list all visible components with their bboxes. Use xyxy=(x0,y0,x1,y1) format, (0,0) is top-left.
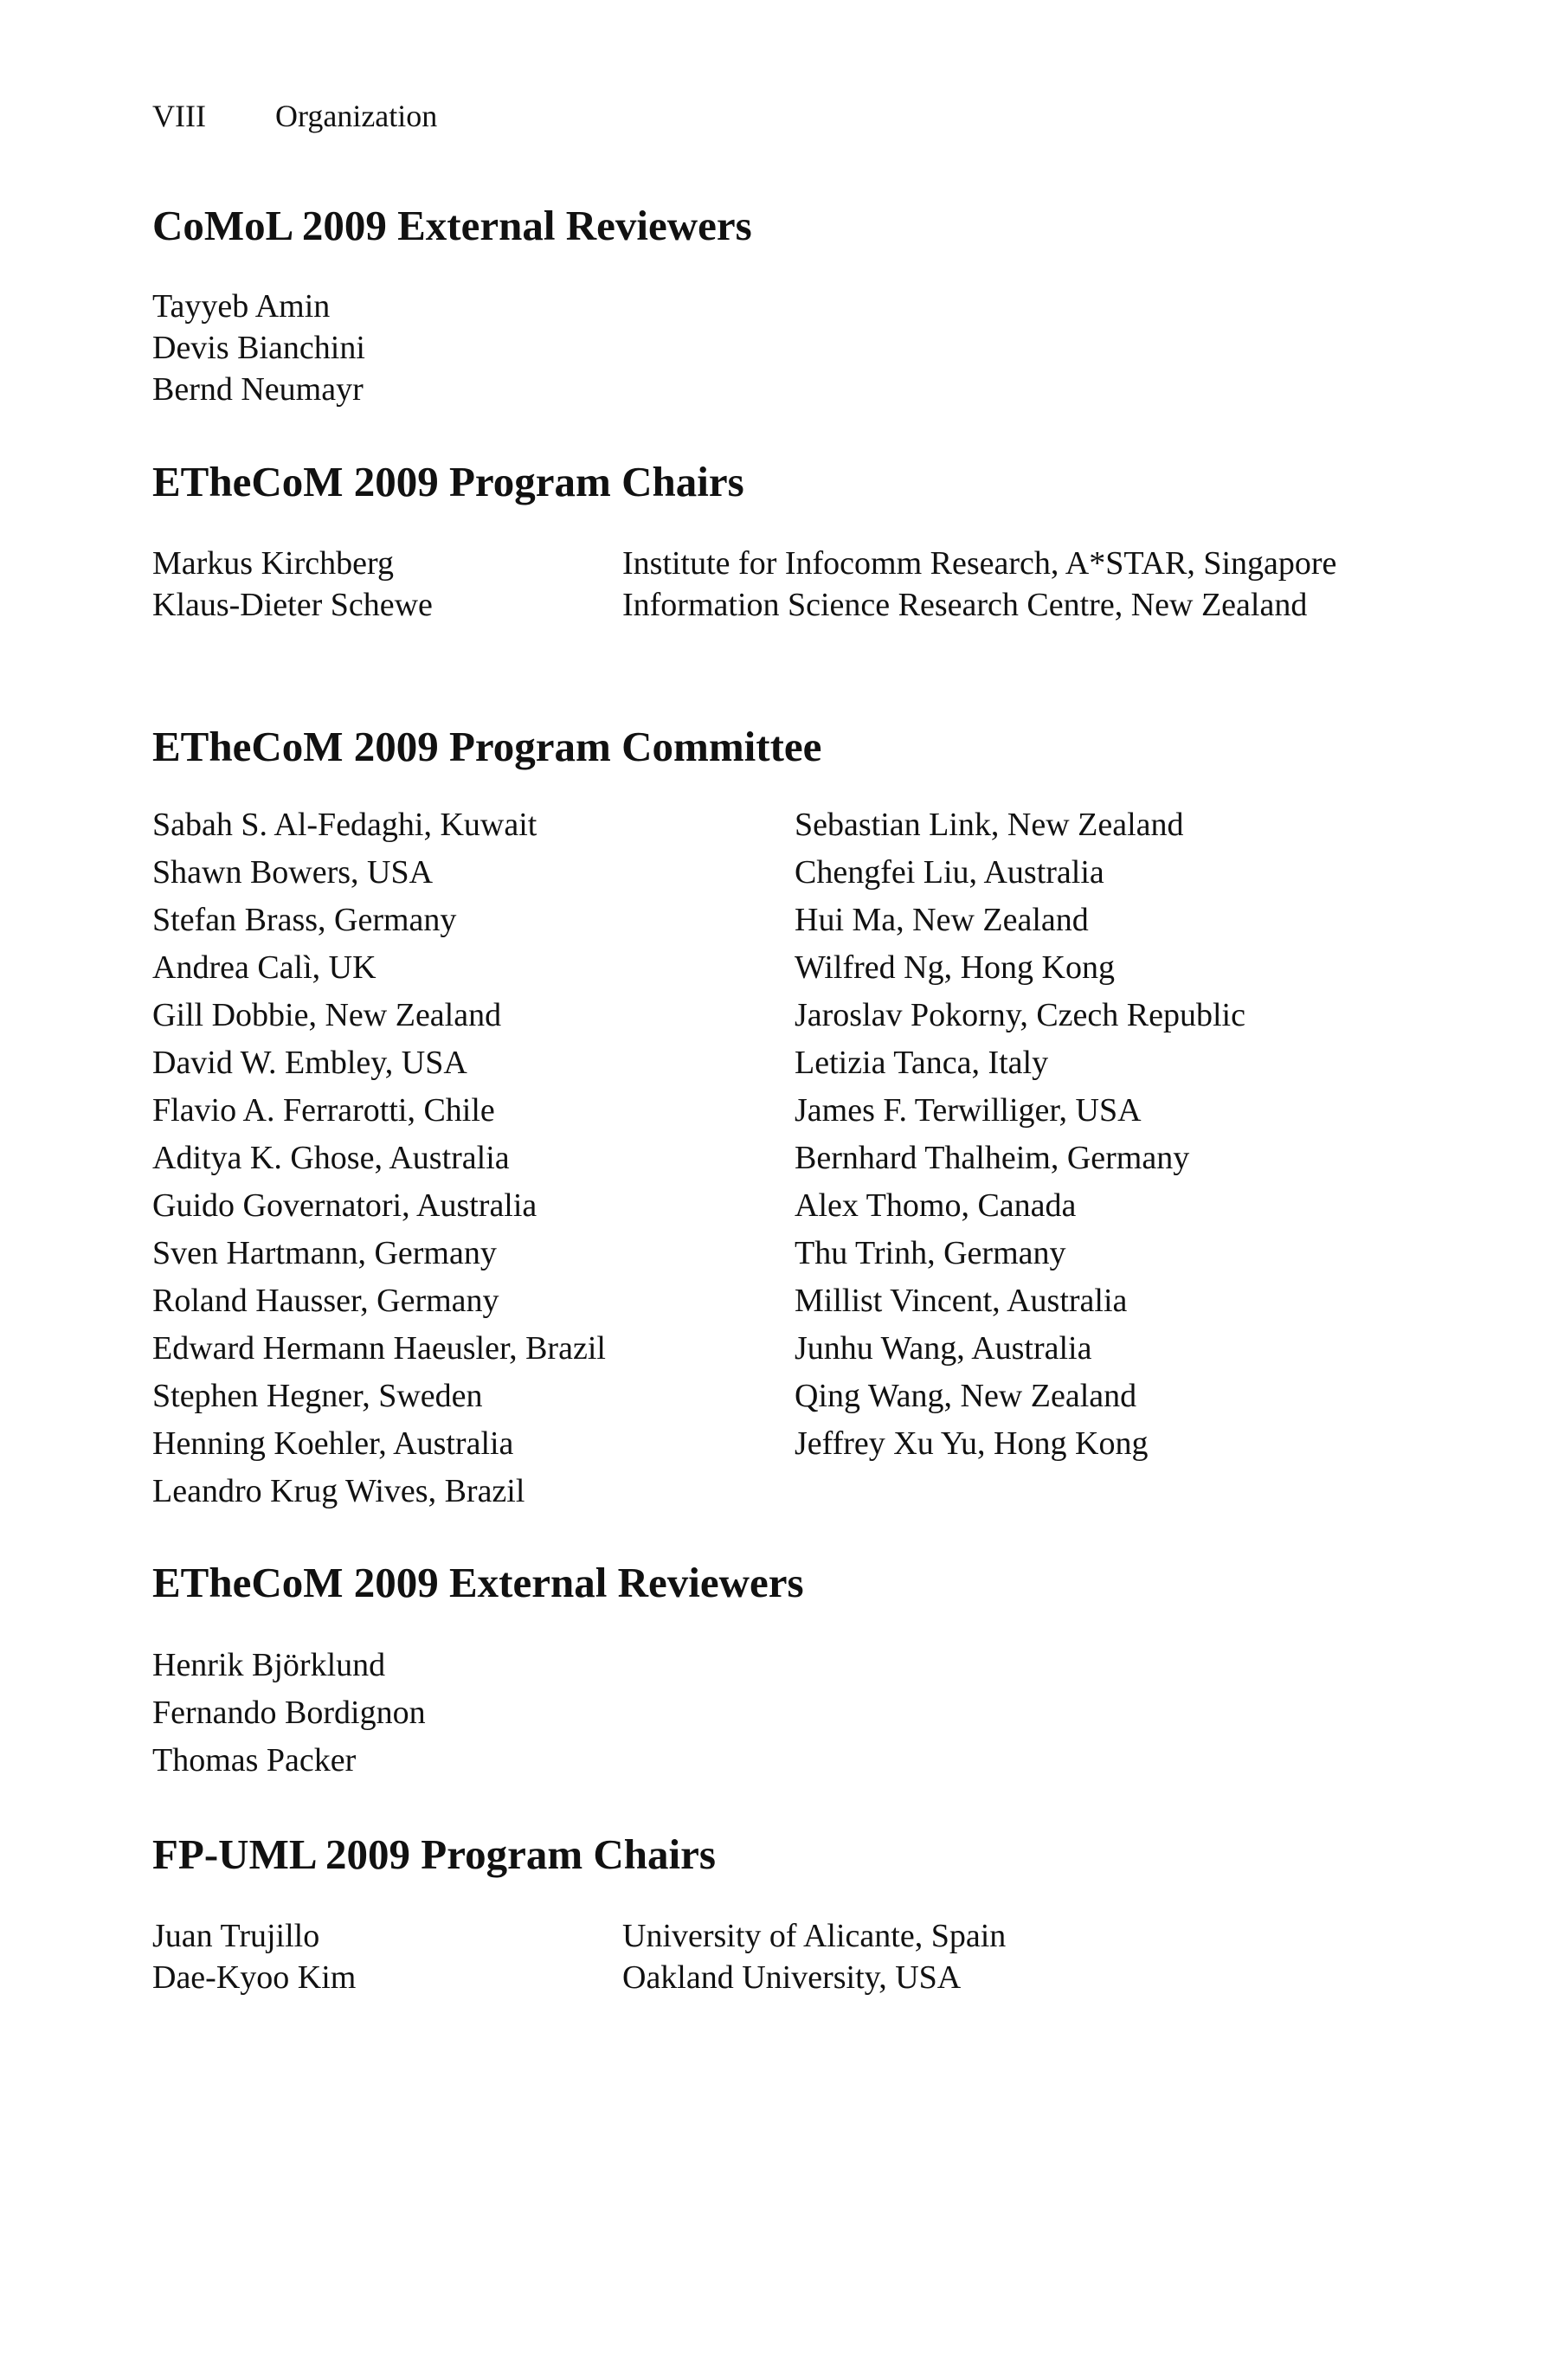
list-item: Fernando Bordignon xyxy=(152,1695,426,1731)
ethecom-reviewers-heading: ETheCoM 2009 External Reviewers xyxy=(152,1559,804,1606)
list-item: Chengfei Liu, Australia xyxy=(795,854,1104,891)
fpuml-chairs-table xyxy=(152,1915,1407,1998)
list-item: Thomas Packer xyxy=(152,1742,357,1779)
list-item: Hui Ma, New Zealand xyxy=(795,902,1089,938)
chair-row xyxy=(152,543,1407,584)
list-item: Alex Thomo, Canada xyxy=(795,1187,1077,1224)
list-item: Edward Hermann Haeusler, Brazil xyxy=(152,1330,606,1367)
list-item: Henning Koehler, Australia xyxy=(152,1425,514,1462)
list-item: Stephen Hegner, Sweden xyxy=(152,1378,483,1414)
list-item: Gill Dobbie, New Zealand xyxy=(152,997,502,1033)
list-item: Aditya K. Ghose, Australia xyxy=(152,1140,510,1176)
list-item: Tayyeb Amin xyxy=(152,288,331,325)
chair-name: Markus Kirchberg xyxy=(152,545,394,582)
list-item: Bernd Neumayr xyxy=(152,371,364,408)
chair-row xyxy=(152,584,1407,626)
running-head xyxy=(152,97,437,135)
list-item: David W. Embley, USA xyxy=(152,1045,467,1081)
chair-affiliation: University of Alicante, Spain xyxy=(622,1918,1007,1954)
fpuml-chairs-heading: FP-UML 2009 Program Chairs xyxy=(152,1830,716,1878)
ethecom-chairs-heading: ETheCoM 2009 Program Chairs xyxy=(152,458,744,505)
list-item: Roland Hausser, Germany xyxy=(152,1283,499,1319)
running-title: Organization xyxy=(275,99,438,133)
list-item: James F. Terwilliger, USA xyxy=(795,1092,1142,1129)
list-item: Sabah S. Al-Fedaghi, Kuwait xyxy=(152,807,537,843)
list-item: Bernhard Thalheim, Germany xyxy=(795,1140,1190,1176)
ethecom-chairs-table xyxy=(152,543,1407,626)
chair-row xyxy=(152,1957,1407,1998)
list-item: Henrik Björklund xyxy=(152,1647,386,1683)
chair-row xyxy=(152,1915,1407,1957)
ethecom-committee-right-column xyxy=(795,801,1245,1468)
list-item: Wilfred Ng, Hong Kong xyxy=(795,949,1115,986)
list-item: Sven Hartmann, Germany xyxy=(152,1235,497,1271)
chair-name: Juan Trujillo xyxy=(152,1918,320,1954)
list-item: Flavio A. Ferrarotti, Chile xyxy=(152,1092,495,1129)
list-item: Junhu Wang, Australia xyxy=(795,1330,1092,1367)
chair-name: Klaus-Dieter Schewe xyxy=(152,587,433,623)
list-item: Stefan Brass, Germany xyxy=(152,902,457,938)
list-item: Shawn Bowers, USA xyxy=(152,854,434,891)
list-item: Andrea Calì, UK xyxy=(152,949,376,986)
chair-name: Dae-Kyoo Kim xyxy=(152,1959,357,1996)
ethecom-committee-heading: ETheCoM 2009 Program Committee xyxy=(152,723,822,770)
list-item: Qing Wang, New Zealand xyxy=(795,1378,1137,1414)
list-item: Devis Bianchini xyxy=(152,330,365,366)
ethecom-reviewers-list xyxy=(152,1642,426,1785)
list-item: Leandro Krug Wives, Brazil xyxy=(152,1473,525,1509)
chair-affiliation: Information Science Research Centre, New Zealand xyxy=(622,587,1308,623)
chair-affiliation: Oakland University, USA xyxy=(622,1959,962,1996)
ethecom-committee-left-column xyxy=(152,801,606,1515)
list-item: Sebastian Link, New Zealand xyxy=(795,807,1184,843)
list-item: Guido Governatori, Australia xyxy=(152,1187,537,1224)
chair-affiliation: Institute for Infocomm Research, A*STAR, Singapore xyxy=(622,545,1337,582)
comol-reviewers-list xyxy=(152,286,365,410)
page-number: VIII xyxy=(152,99,206,133)
list-item: Letizia Tanca, Italy xyxy=(795,1045,1049,1081)
list-item: Jeffrey Xu Yu, Hong Kong xyxy=(795,1425,1149,1462)
list-item: Millist Vincent, Australia xyxy=(795,1283,1128,1319)
list-item: Jaroslav Pokorny, Czech Republic xyxy=(795,997,1245,1033)
list-item: Thu Trinh, Germany xyxy=(795,1235,1066,1271)
comol-reviewers-heading: CoMoL 2009 External Reviewers xyxy=(152,202,752,249)
